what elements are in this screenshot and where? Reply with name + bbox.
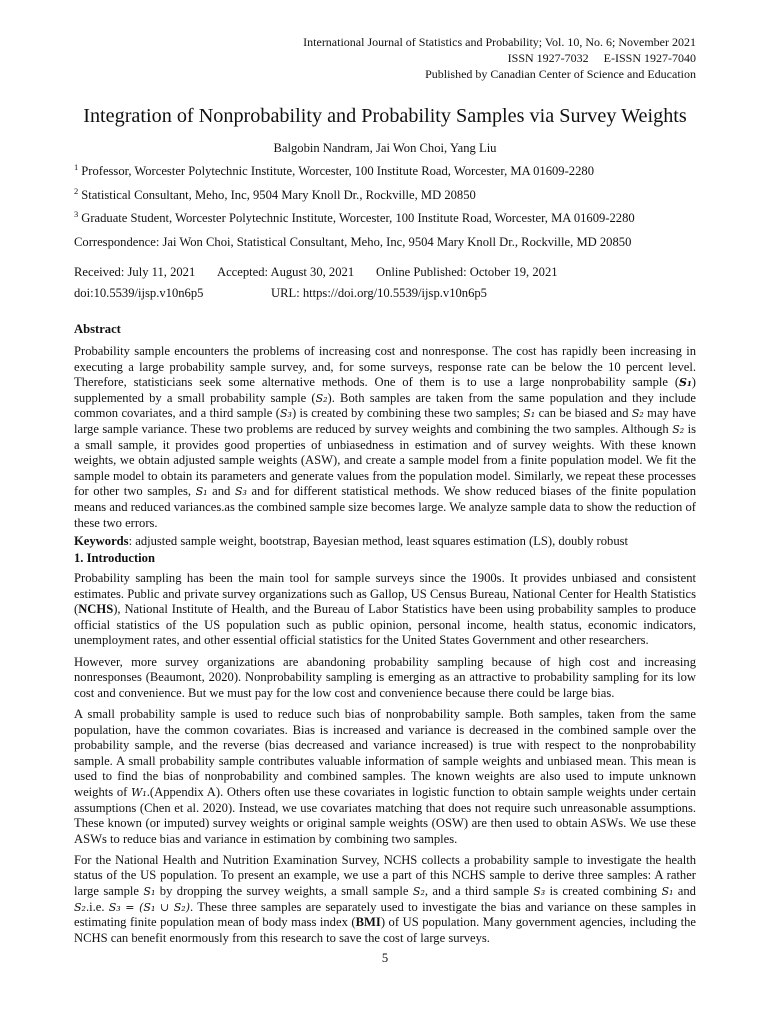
intro-paragraph-3: A small probability sample is used to reduce such bias of nonprobability sample. Both samples, taken from the same population, have the common covariates. Bias is increased and variance is decreased in the combined sample over the probability sample, and the reverse (bias decreased and variance increased) is true with respect to the nonprobability sample. A small probability sample contributes valuable information of sample weights and unbiased mean. This mean is used to find the bias of nonprobability and combined samples. The known weights are also used to impute unknown weights of W₁.(Appendix A). Others often use these covariates in logistic function to obtain sample weights under certain assumptions (Chen et al. 2020). Instead, we use covariates matching that does not require such unreasonable assumptions. These known (or imputed) survey weights or original sample weights (OSW) are then used to obtain ASWs. We use these ASWs to reduce bias and variance in estimation by combining two samples. [74,706,696,846]
page-number: 5 [381,951,389,965]
correspondence: Correspondence: Jai Won Choi, Statistical Consultant, Meho, Inc, 9504 Mary Knoll Dr., Rockville, MD 20850 [74,234,632,249]
affiliation-2: $^2$ Statistical Consultant, Meho, Inc, 9504 Mary Knoll Dr., Rockville, MD 20850 [74,185,476,202]
doi-url[interactable]: URL: https://doi.org/10.5539/ijsp.v10n6p5 [271,286,487,300]
journal-issn: ISSN 1927-7032 E-ISSN 1927-7040 [507,51,696,65]
online-published-date: Online Published: October 19, 2021 [376,265,558,279]
journal-header [176,34,696,82]
abstract-text: Probability sample encounters the problems of increasing cost and nonresponse. The cost has rapidly been increasing in executing a large probability sample survey, and, for some surveys, response rate can be below the 10 percent level. Therefore, statisticians seek some alternative methods. One of them is to use a large nonprobability sample (S₁) supplemented by a small probability sample (S₂). Both samples are taken from the same population and they include common covariates, and a third sample (S₃) is created by combining these two samples; S₁ can be biased and S₂ may have large sample variance. These two problems are reduced by survey weights and combining the two samples. Although S₂ is a small sample, it provides good properties of unbiasedness in estimation and of survey weights. With these known weights, we obtain adjusted sample weights (ASW), and create a sample model from a finite population model. We fit the sample model to obtain its parameters and generate values from the population model. Similarly, we repeat these processes for other two samples, S₁ and S₃ and for different statistical methods. We show reduced biases of the finite population means and reduced variances.as the combined sample size becomes large. We analyze sample data to show the reduction of these two errors. [74,344,697,530]
intro-paragraph-1: Probability sampling has been the main tool for sample surveys since the 1900s. It provides unbiased and consistent estimates. Public and private survey organizations such as Gallop, US Census Bureau, National Center for Health Statistics (NCHS), National Institute of Health, and the Bureau of Labor Statistics have been using probability samples to produce official statistics of the US population such as public opinion, personal income, health status, economic indicators, unemployment rates, and other essential official statistics for the United States Government and other researchers. [74,571,696,648]
intro-paragraph-4: For the National Health and Nutrition Examination Survey, NCHS collects a probability sample to investigate the health status of the US population. To present an example, we use a part of this NCHS sample to derive three samples: A rather large sample S₁ by dropping the survey weights, a small sample S₂, and a third sample S₃ is created combining S₁ and S₂.i.e. S₃ = (S₁ ∪ S₂). These three samples are separately used to investigate the bias and variance on these samples in estimating finite population mean of body mass index (BMI) of US population. Many government agencies, including the NCHS can benefit enormously from this research to save the cost of large surveys. [74,852,696,945]
paper-title: Integration of Nonprobability and Probability Samples via Survey Weights [83,105,687,127]
keywords-label: Keywords [74,534,129,548]
introduction-body [74,571,696,952]
author-list: Balgobin Nandram, Jai Won Choi, Yang Liu [273,141,497,155]
abstract-heading: Abstract [74,322,121,336]
accepted-date: Accepted: August 30, 2021 [217,265,355,279]
intro-paragraph-2: However, more survey organizations are abandoning probability sampling because of high cost and increasing nonresponses (Beaumont, 2020). Nonprobability sampling is emerging as an attractive to probability sampling for its low cost and convenience. But we must pay for the low cost and convenience because there could be large bias. [74,654,696,700]
journal-citation: International Journal of Statistics and Probability; Vol. 10, No. 6; November 2021 [303,35,696,49]
keywords [74,533,696,549]
received-date: Received: July 11, 2021 [74,265,196,279]
affiliation-3: $^3$ Graduate Student, Worcester Polytechnic Institute, Worcester, 100 Institute Road, Worcester, MA 01609-2280 [74,209,635,226]
affiliation-1: $^1$ Professor, Worcester Polytechnic Institute, Worcester, 100 Institute Road, Worcester, MA 01609-2280 [74,162,594,178]
doi: doi:10.5539/ijsp.v10n6p5 [74,286,204,300]
affiliations [74,160,696,254]
section-heading-introduction: 1. Introduction [74,551,155,565]
publication-dates [74,262,696,304]
journal-publisher: Published by Canadian Center of Science and Education [425,67,696,81]
keywords-text: : adjusted sample weight, bootstrap, Bayesian method, least squares estimation (LS), doubly robust [128,534,629,548]
